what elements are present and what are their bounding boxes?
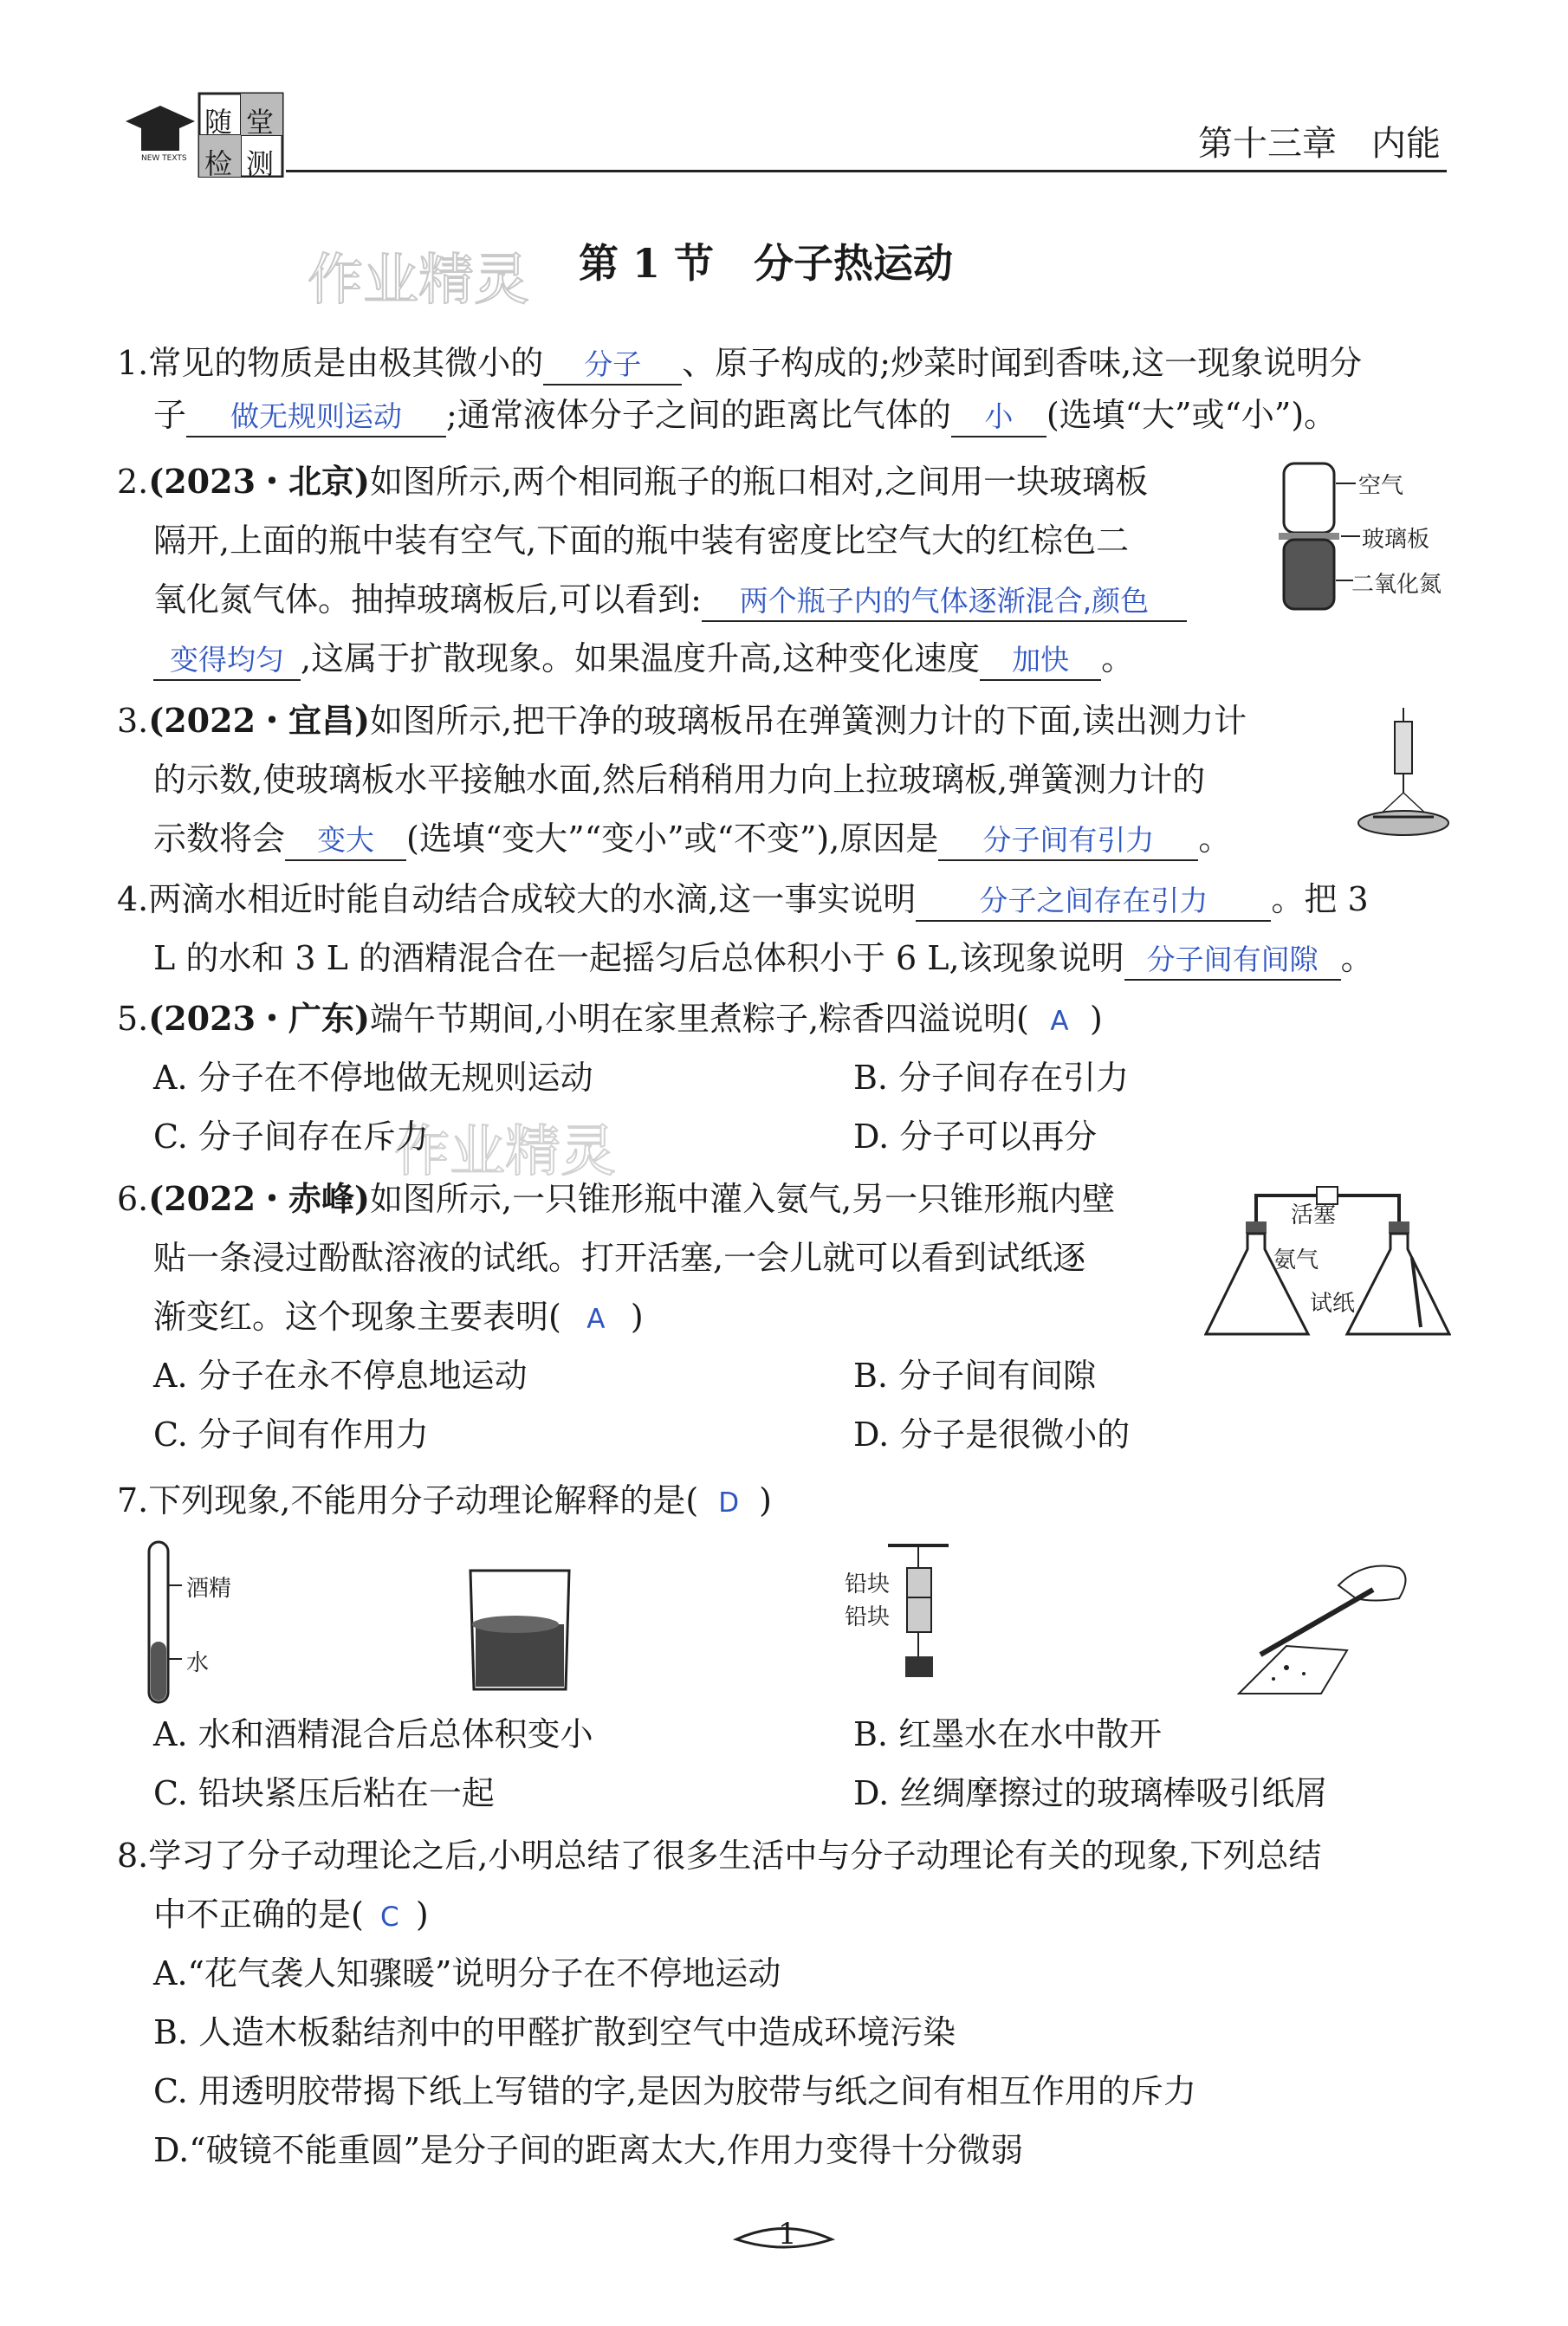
q7-option-a: A. 水和酒精混合后总体积变小: [153, 1715, 593, 1753]
q7-figure-d: [1234, 1551, 1425, 1702]
q5-num: 5.: [117, 1000, 149, 1038]
q7-fig-alcohol: 酒精: [186, 1576, 232, 1602]
q1-text-1: 常见的物质是由极其微小的: [148, 344, 544, 382]
q6-fig-ammonia: 氨气: [1273, 1247, 1319, 1273]
q6-fig-valve: 活塞: [1291, 1202, 1337, 1228]
q6-fig-paper: 试纸: [1310, 1291, 1356, 1317]
q2-fig-no2: 二氧化氮: [1351, 572, 1442, 598]
q6-option-a: A. 分子在永不停息地运动: [153, 1357, 528, 1395]
question-1: [117, 342, 1451, 437]
q7-text-1: 下列现象,不能用分子动理论解释的是(: [148, 1481, 699, 1519]
header-rule: [286, 170, 1447, 172]
q2-answer-2: 加快: [980, 641, 1101, 681]
q3-text-3: 示数将会: [153, 820, 286, 858]
q5-text-1: 端午节期间,小明在家里煮粽子,粽香四溢说明(: [370, 1000, 1029, 1038]
q3-text-2: 的示数,使玻璃板水平接触水面,然后稍稍用力向上拉玻璃板,弹簧测力计的: [153, 761, 1206, 799]
question-4: [117, 878, 1451, 991]
q3-num: 3.: [117, 702, 149, 740]
q1-answer-2: 做无规则运动: [186, 398, 446, 437]
logo-char-3: 检: [204, 147, 233, 180]
q5-option-a: A. 分子在不停地做无规则运动: [153, 1059, 593, 1097]
q3-text-1: 如图所示,把干净的玻璃板吊在弹簧测力计的下面,读出测力计: [370, 702, 1247, 740]
q4-num: 4.: [117, 880, 149, 918]
q2-fig-air: 空气: [1358, 473, 1404, 499]
q6-answer: A: [586, 1304, 606, 1335]
q3-text-5: 。: [1198, 820, 1232, 858]
q2-text-3: 氧化氮气体。抽掉玻璃板后,可以看到:: [153, 580, 702, 619]
q1-answer-1: 分子: [543, 346, 682, 386]
q2-fig-glass: 玻璃板: [1362, 527, 1430, 553]
q6-source: (2022・赤峰): [148, 1179, 370, 1218]
q2-text-4: ,这属于扩散现象。如果温度升高,这种变化速度: [301, 639, 981, 677]
logo-char-1: 随: [204, 106, 233, 139]
q2-text-2: 隔开,上面的瓶中装有空气,下面的瓶中装有密度比空气大的红棕色二: [153, 522, 1130, 560]
q6-num: 6.: [117, 1180, 149, 1218]
q2-text-5: 。: [1101, 639, 1135, 677]
q7-figure-c: [845, 1542, 957, 1698]
q7-option-b: B. 红墨水在水中散开: [853, 1715, 1163, 1753]
q4-text-1: 两滴水相近时能自动结合成较大的水滴,这一事实说明: [148, 880, 917, 918]
q5-text-2: ): [1090, 1000, 1103, 1038]
q5-option-c: C. 分子间存在斥力: [153, 1118, 429, 1156]
q3-figure: [1351, 706, 1455, 845]
q1-text-5: (选填“大”或“小”)。: [1046, 396, 1338, 434]
q6-figure: [1204, 1180, 1451, 1344]
q8-text-1: 学习了分子动理论之后,小明总结了很多生活中与分子动理论有关的现象,下列总结: [148, 1837, 1322, 1875]
q6-text-1: 如图所示,一只锥形瓶中灌入氨气,另一只锥形瓶内壁: [370, 1180, 1116, 1218]
q8-text-3: ): [415, 1895, 429, 1934]
q7-text-2: ): [759, 1481, 772, 1519]
q3-source: (2022・宜昌): [148, 701, 370, 740]
q3-text-4: (选填“变大”“变小”或“不变”),原因是: [406, 820, 939, 858]
q5-source: (2023・广东): [148, 999, 370, 1038]
q6-option-b: B. 分子间有间隙: [853, 1357, 1097, 1395]
q8-option-b: B. 人造木板黏结剂中的甲醛扩散到空气中造成环境污染: [153, 2013, 956, 2051]
q4-answer-1: 分子之间存在引力: [916, 882, 1271, 922]
question-3: [117, 700, 1399, 873]
q1-text-3: 子: [153, 396, 187, 434]
page-number-ornament: [728, 2213, 840, 2257]
q3-answer-1: 变大: [285, 821, 406, 861]
logo-char-4: 测: [246, 147, 275, 180]
q5-option-d: D. 分子可以再分: [853, 1118, 1098, 1156]
q7-option-c: C. 铅块紧压后粘在一起: [153, 1774, 495, 1812]
q7-option-d: D. 丝绸摩擦过的玻璃棒吸引纸屑: [853, 1774, 1328, 1812]
q5-answer: A: [1050, 1006, 1069, 1037]
question-8: [117, 1835, 1451, 2181]
q6-text-3: 渐变红。这个现象主要表明(: [153, 1298, 561, 1336]
chapter-title: 第十三章 内能: [1198, 124, 1441, 164]
q1-num: 1.: [117, 344, 149, 382]
q8-answer: C: [380, 1902, 399, 1933]
q4-text-2: 。把 3: [1271, 880, 1369, 918]
logo-top-text: NEW TEXTS: [141, 154, 187, 163]
watermark: 作业精灵: [308, 249, 529, 313]
q7-fig-water: 水: [186, 1650, 210, 1676]
page-number: 1: [778, 2217, 797, 2251]
question-5: [117, 998, 1451, 1171]
q7-figure-b: [463, 1564, 576, 1694]
q8-option-d: D.“破镜不能重圆”是分子间的距离太大,作用力变得十分微弱: [153, 2131, 1024, 2169]
q1-text-4: ;通常液体分子之间的距离比气体的: [446, 396, 951, 434]
q4-text-3: L 的水和 3 L 的酒精混合在一起摇匀后总体积小于 6 L,该现象说明: [153, 939, 1124, 977]
q2-text-1: 如图所示,两个相同瓶子的瓶口相对,之间用一块玻璃板: [370, 463, 1149, 501]
q8-option-a: A.“花气袭人知骤暖”说明分子在不停地运动: [153, 1954, 781, 1992]
q2-answer-1: 两个瓶子内的气体逐渐混合,颜色: [702, 582, 1187, 622]
logo: [117, 87, 286, 178]
q6-option-d: D. 分子是很微小的: [853, 1416, 1131, 1454]
q7-figure-a: [139, 1538, 260, 1711]
section-title: 第 1 节 分子热运动: [579, 240, 954, 287]
q1-text-2: 、原子构成的;炒菜时闻到香味,这一现象说明分: [682, 344, 1363, 382]
logo-char-2: 堂: [246, 106, 275, 139]
q2-source: (2023・北京): [148, 462, 370, 501]
q4-text-4: 。: [1340, 939, 1374, 977]
q4-answer-2: 分子间有间隙: [1124, 941, 1341, 981]
watermark-2: 作业精灵: [394, 1120, 616, 1184]
question-2: [117, 461, 1243, 686]
q6-text-2: 贴一条浸过酚酞溶液的试纸。打开活塞,一会儿就可以看到试纸逐: [153, 1239, 1086, 1277]
q7-answer: D: [718, 1487, 740, 1519]
q6-option-c: C. 分子间有作用力: [153, 1416, 429, 1454]
q7-fig-lead-2: 铅块: [845, 1604, 891, 1630]
q7-num: 7.: [117, 1481, 149, 1519]
q8-num: 8.: [117, 1837, 149, 1875]
q3-answer-2: 分子间有引力: [938, 821, 1198, 861]
q7-fig-lead-1: 铅块: [845, 1571, 891, 1597]
q6-text-4: ): [630, 1298, 644, 1336]
q2-num: 2.: [117, 463, 149, 501]
q8-text-2: 中不正确的是(: [153, 1895, 364, 1934]
q2-figure: [1273, 459, 1447, 624]
q5-option-b: B. 分子间存在引力: [853, 1059, 1130, 1097]
q2-answer-1b: 变得均匀: [153, 641, 301, 681]
q1-answer-3: 小: [951, 398, 1046, 437]
q8-option-c: C. 用透明胶带揭下纸上写错的字,是因为胶带与纸之间有相互作用的斥力: [153, 2072, 1196, 2110]
